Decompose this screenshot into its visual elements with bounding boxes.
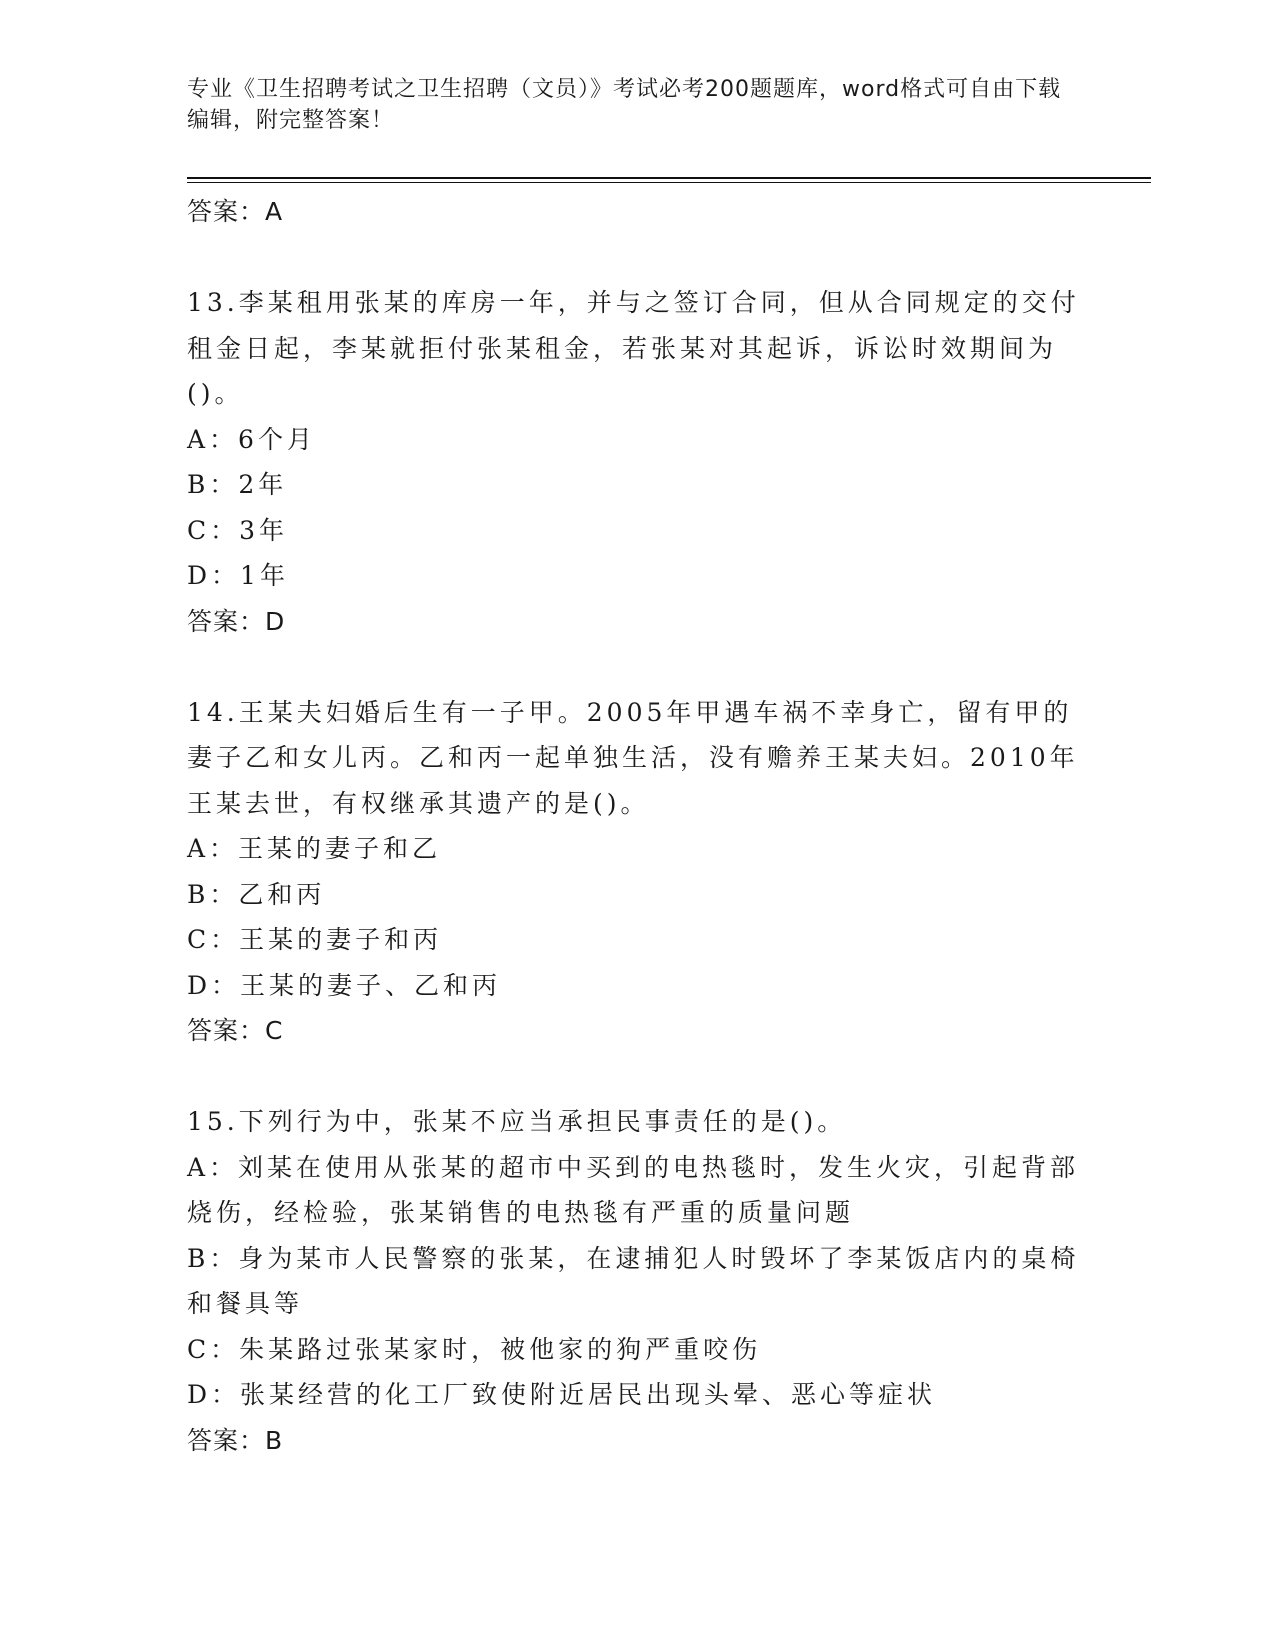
option-d: D：王某的妻子、乙和丙 [187, 970, 502, 1000]
option-d: D：1年 [187, 561, 289, 590]
option-c: C：王某的妻子和丙 [187, 925, 443, 954]
question-text: 15.下列行为中，张某不应当承担民事责任的是()。 [187, 1107, 847, 1136]
option-b: B：乙和丙 [187, 879, 326, 909]
answer-line: 答案：D [187, 606, 286, 636]
question-14 [187, 690, 1087, 1054]
question-15 [187, 1099, 1087, 1463]
document-header [187, 74, 1067, 136]
question-13 [187, 280, 1087, 644]
option-c: C：朱某路过张某家时，被他家的狗严重咬伤 [187, 1334, 762, 1364]
answer-line: 答案：A [187, 197, 284, 226]
question-text: 13.李某租用张某的库房一年，并与之签订合同，但从合同规定的交付租金日起，李某就拒付张某租金，若张某对其起诉，诉讼时效期间为()。 [187, 288, 1080, 408]
answer-line: 答案：B [187, 1425, 284, 1455]
header-divider-thick [187, 177, 1151, 179]
answer-line: 答案：C [187, 1016, 284, 1045]
option-a: A：王某的妻子和乙 [187, 834, 442, 863]
header-title: 专业《卫生招聘考试之卫生招聘（文员）》考试必考200题题库，word格式可自由下载编辑，附完整答案！ [187, 77, 1062, 133]
option-a: A：6个月 [187, 424, 316, 454]
question-text: 14.王某夫妇婚后生有一子甲。2005年甲遇车祸不幸身亡，留有甲的妻子乙和女儿丙。乙和丙一起单独生活，没有赡养王某夫妇。2010年王某去世，有权继承其遗产的是()。 [187, 697, 1079, 818]
header-divider-thin [187, 182, 1151, 183]
option-d: D：张某经营的化工厂致使附近居民出现头晕、恶心等症状 [187, 1380, 937, 1409]
option-a: A：刘某在使用从张某的超市中买到的电热毯时，发生火灾，引起背部烧伤，经检验，张某销售的电热毯有严重的质量问题 [187, 1152, 1080, 1227]
option-b: B：身为某市人民警察的张某，在逮捕犯人时毁坏了李某饭店内的桌椅和餐具等 [187, 1243, 1080, 1318]
option-c: C：3年 [187, 515, 289, 545]
option-b: B：2年 [187, 470, 288, 499]
document-body [187, 189, 1087, 1463]
